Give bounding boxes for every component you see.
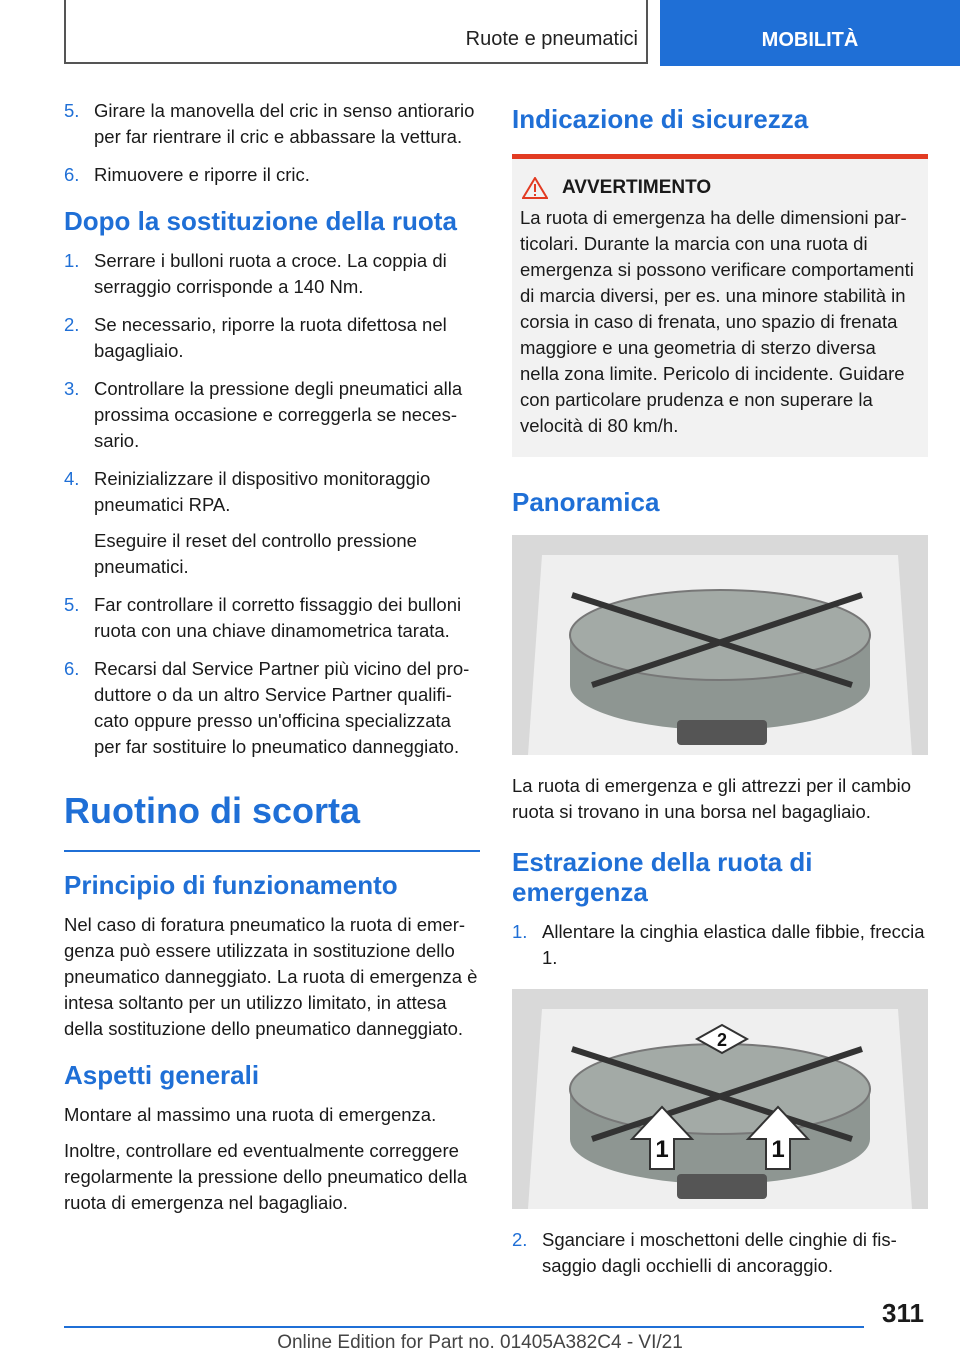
list-item xyxy=(64,656,480,760)
section-heading-extract: Estrazione della ruota di emergenza xyxy=(512,847,813,907)
warning-triangle-icon xyxy=(522,177,548,199)
step-number: 4. xyxy=(64,468,80,489)
step-text: Girare la manovella del cric in senso antiorario per far rientrare il cric e abbassare la vettura. xyxy=(94,100,475,147)
left-column xyxy=(64,98,480,1226)
warning-box xyxy=(512,154,928,457)
paragraph: La ruota di emergenza e gli attrezzi per il cambio ruota si trovano in una borsa nel bagagliaio. xyxy=(512,775,911,822)
paragraph: Nel caso di foratura pneumatico la ruota di emergenza può essere utilizzata in sostituzione dello pneumatico danneggiato. La ruota di emergenza è intesa soltanto per un utilizzo limitato, in attesa della sostituzione dello pneumatico danneggiato. xyxy=(64,914,478,1039)
list-item xyxy=(64,376,480,454)
paragraph: Montare al massimo una ruota di emergenza. xyxy=(64,1104,437,1125)
header-chapter-tab: MOBILITÀ xyxy=(660,0,960,66)
footer-divider xyxy=(64,1326,864,1328)
trunk-overview-image xyxy=(512,535,928,755)
step-text: Recarsi dal Service Partner più vicino del produttore o da un altro Service Partner qualificato oppure presso un'officina specializzata per far sostituire lo pneumatico danneggiato. xyxy=(94,658,470,757)
arrow-label-2: 2 xyxy=(716,1030,728,1050)
step-text: Allentare la cinghia elastica dalle fibbie, freccia 1. xyxy=(542,921,925,968)
list-item xyxy=(64,248,480,300)
section-heading-after-change: Dopo la sostituzione della ruota xyxy=(64,206,457,236)
section-heading-overview: Panoramica xyxy=(512,487,660,517)
footer-edition: Online Edition for Part no. 01405A382C4 - VI/21 xyxy=(277,1332,683,1353)
chapter-title: Ruotino di scorta xyxy=(64,790,480,852)
warning-label: AVVERTIMENTO xyxy=(562,177,712,198)
list-item xyxy=(64,466,480,580)
page-header xyxy=(0,0,960,66)
list-item xyxy=(512,919,928,971)
warning-text: La ruota di emergenza ha delle dimensioni particolari. Durante la marcia con una ruota di emergenza si possono verificare comportamenti di marcia diversi, per es. una minore stabilità in corsia in caso di frenata, uno spazio di frenata maggiore e una geometria di sterzo diversa nella zona limite. Pericolo di incidente. Guidare con particolare prudenza e non superare la velocità di 80 km/h. xyxy=(520,207,914,436)
section-heading-safety: Indicazione di sicurezza xyxy=(512,104,809,134)
arrow-label-1: 1 xyxy=(655,1136,669,1163)
arrow-label-1: 1 xyxy=(771,1136,785,1163)
list-item xyxy=(64,592,480,644)
page-number: 311 xyxy=(882,1298,924,1328)
step-text: Controllare la pressione degli pneumatici alla prossima occasione e correggerla se necessario. xyxy=(94,378,463,451)
paragraph: Inoltre, controllare ed eventualmente correggere regolarmente la pressione dello pneumatico della ruota di emergenza nel bagagliaio. xyxy=(64,1140,468,1213)
header-section-title: Ruote e pneumatici xyxy=(465,28,638,50)
step-number: 5. xyxy=(64,594,80,615)
warning-header xyxy=(522,177,920,199)
step-text: Serrare i bulloni ruota a croce. La coppia di serraggio corrisponde a 140 Nm. xyxy=(94,250,447,297)
step-text: Reinizializzare il dispositivo monitoraggio pneumatici RPA. xyxy=(94,468,431,515)
step-number: 2. xyxy=(512,1229,528,1250)
step-number: 3. xyxy=(64,378,80,399)
step-text: Sganciare i moschettoni delle cinghie di fissaggio dagli occhielli di ancoraggio. xyxy=(542,1229,897,1276)
step-text-block xyxy=(94,466,480,580)
step-text: Se necessario, riporre la ruota difettosa nel bagagliaio. xyxy=(94,314,447,361)
step-text: Far controllare il corretto fissaggio dei bulloni ruota con una chiave dinamometrica tarata. xyxy=(94,594,462,641)
step-number: 6. xyxy=(64,658,80,679)
list-item xyxy=(64,98,480,150)
section-heading-principle: Principio di funzionamento xyxy=(64,870,398,900)
step-text: Rimuovere e riporre il cric. xyxy=(94,164,310,185)
step-subtext: Eseguire il reset del controllo pressione pneumatici. xyxy=(94,530,417,577)
section-heading-general: Aspetti generali xyxy=(64,1060,260,1090)
list-item xyxy=(512,1227,928,1279)
step-number: 1. xyxy=(64,250,80,271)
step-number: 6. xyxy=(64,164,80,185)
list-item xyxy=(64,162,480,188)
step-number: 1. xyxy=(512,921,528,942)
right-column xyxy=(512,98,928,1291)
trunk-extraction-image xyxy=(512,989,928,1209)
list-item xyxy=(64,312,480,364)
step-number: 5. xyxy=(64,100,80,121)
step-number: 2. xyxy=(64,314,80,335)
